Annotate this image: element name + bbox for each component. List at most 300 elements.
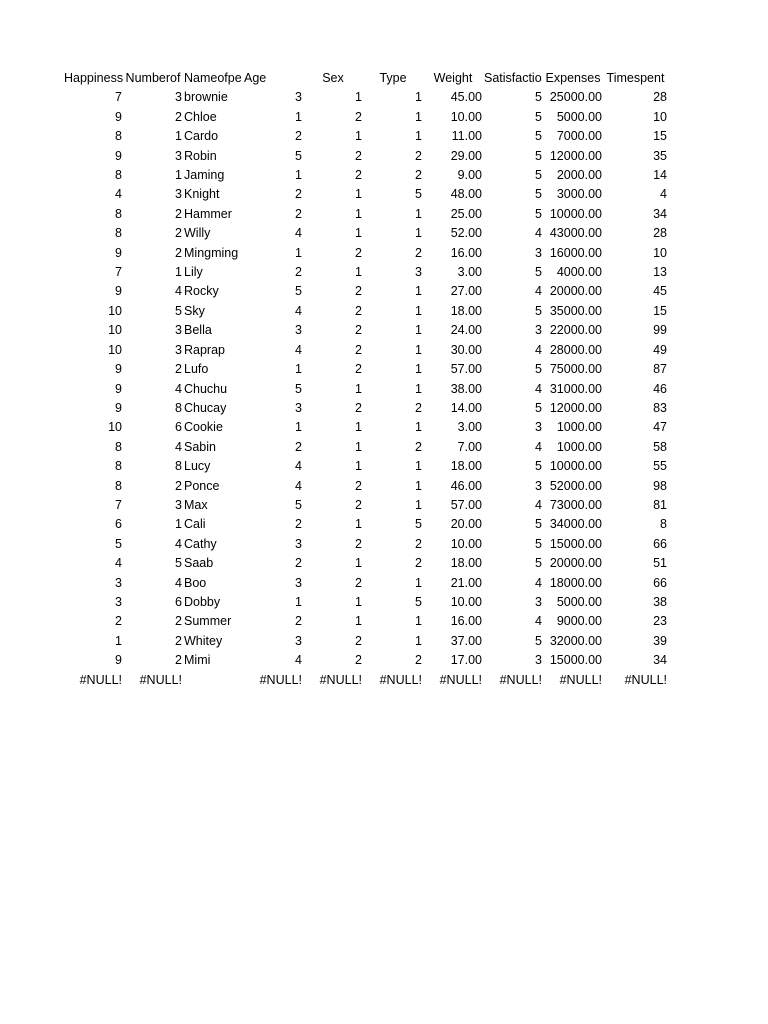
table-cell[interactable]: Jaming bbox=[184, 168, 225, 183]
table-cell[interactable]: brownie bbox=[184, 90, 228, 105]
table-cell[interactable]: 5 bbox=[535, 148, 542, 163]
table-cell[interactable]: 1 bbox=[415, 478, 422, 493]
table-cell[interactable]: 5 bbox=[535, 633, 542, 648]
table-cell[interactable]: 34000.00 bbox=[549, 517, 602, 532]
table-cell[interactable]: 8 bbox=[660, 517, 667, 532]
table-cell[interactable]: 27.00 bbox=[450, 284, 482, 299]
table-cell[interactable]: 8 bbox=[175, 400, 182, 415]
table-cell[interactable]: 2 bbox=[175, 245, 182, 260]
table-cell[interactable]: 57.00 bbox=[450, 497, 482, 512]
table-cell[interactable]: 8 bbox=[115, 206, 122, 221]
table-cell[interactable]: 10000.00 bbox=[549, 206, 602, 221]
table-cell[interactable]: 9 bbox=[115, 109, 122, 124]
table-cell[interactable]: 7000.00 bbox=[556, 129, 602, 144]
table-cell[interactable]: 5 bbox=[415, 517, 422, 532]
table-cell[interactable]: 2000.00 bbox=[556, 168, 602, 183]
table-cell[interactable]: 3 bbox=[295, 400, 302, 415]
column-header[interactable]: Happiness bbox=[64, 71, 123, 85]
table-cell[interactable]: 3 bbox=[175, 148, 182, 163]
table-cell[interactable]: 15000.00 bbox=[549, 536, 602, 551]
table-cell[interactable]: Lily bbox=[184, 265, 203, 280]
table-cell[interactable]: 1 bbox=[415, 362, 422, 377]
table-cell[interactable]: 2 bbox=[355, 497, 362, 512]
table-cell[interactable]: 83 bbox=[653, 400, 667, 415]
table-cell[interactable]: 2 bbox=[295, 556, 302, 571]
table-cell[interactable]: Willy bbox=[184, 226, 211, 241]
table-cell[interactable]: 8 bbox=[115, 168, 122, 183]
null-cell[interactable]: #NULL! bbox=[624, 672, 667, 687]
table-cell[interactable]: 12000.00 bbox=[549, 400, 602, 415]
table-cell[interactable]: 10 bbox=[108, 420, 122, 435]
null-cell[interactable]: #NULL! bbox=[379, 672, 422, 687]
table-cell[interactable]: 2 bbox=[355, 536, 362, 551]
table-cell[interactable]: 9 bbox=[115, 148, 122, 163]
table-cell[interactable]: 1 bbox=[415, 575, 422, 590]
table-cell[interactable]: 2 bbox=[355, 653, 362, 668]
column-header[interactable]: Expenses bbox=[545, 71, 601, 85]
null-cell[interactable]: #NULL! bbox=[79, 672, 122, 687]
table-cell[interactable]: 3 bbox=[415, 265, 422, 280]
table-cell[interactable]: 1 bbox=[415, 614, 422, 629]
table-cell[interactable]: 1 bbox=[415, 90, 422, 105]
table-cell[interactable]: 2 bbox=[175, 109, 182, 124]
table-cell[interactable]: Summer bbox=[184, 614, 232, 629]
table-cell[interactable]: 24.00 bbox=[450, 323, 482, 338]
table-cell[interactable]: 4 bbox=[295, 226, 302, 241]
table-cell[interactable]: 2 bbox=[175, 362, 182, 377]
table-cell[interactable]: 4 bbox=[660, 187, 667, 202]
table-cell[interactable]: 29.00 bbox=[450, 148, 482, 163]
table-cell[interactable]: 9.00 bbox=[457, 168, 482, 183]
table-cell[interactable]: 3 bbox=[535, 478, 542, 493]
table-cell[interactable]: 17.00 bbox=[450, 653, 482, 668]
null-cell[interactable]: #NULL! bbox=[259, 672, 302, 687]
table-cell[interactable]: 2 bbox=[295, 614, 302, 629]
table-cell[interactable]: 4 bbox=[535, 575, 542, 590]
table-cell[interactable]: 1 bbox=[295, 420, 302, 435]
table-cell[interactable]: 2 bbox=[295, 206, 302, 221]
table-cell[interactable]: 2 bbox=[355, 400, 362, 415]
table-cell[interactable]: 11.00 bbox=[451, 129, 482, 144]
table-cell[interactable]: 4 bbox=[295, 459, 302, 474]
table-cell[interactable]: 34 bbox=[653, 206, 667, 221]
table-cell[interactable]: 1 bbox=[415, 226, 422, 241]
table-cell[interactable]: 3 bbox=[295, 536, 302, 551]
table-cell[interactable]: Sabin bbox=[184, 439, 216, 454]
table-cell[interactable]: 8 bbox=[115, 478, 122, 493]
table-cell[interactable]: 12000.00 bbox=[549, 148, 602, 163]
table-cell[interactable]: 3 bbox=[535, 323, 542, 338]
table-cell[interactable]: 10 bbox=[108, 323, 122, 338]
table-cell[interactable]: 5 bbox=[535, 168, 542, 183]
table-cell[interactable]: 46 bbox=[653, 381, 667, 396]
table-cell[interactable]: 2 bbox=[295, 187, 302, 202]
table-cell[interactable]: 15 bbox=[653, 129, 667, 144]
table-cell[interactable]: 16.00 bbox=[450, 245, 482, 260]
table-cell[interactable]: Bella bbox=[184, 323, 212, 338]
column-header[interactable]: Satisfactio bbox=[484, 71, 542, 85]
table-cell[interactable]: 5 bbox=[535, 206, 542, 221]
table-cell[interactable]: 1 bbox=[355, 420, 362, 435]
table-cell[interactable]: 5 bbox=[535, 265, 542, 280]
table-cell[interactable]: 2 bbox=[295, 517, 302, 532]
table-cell[interactable]: 66 bbox=[653, 575, 667, 590]
table-cell[interactable]: 4 bbox=[175, 439, 182, 454]
table-cell[interactable]: 1 bbox=[175, 129, 182, 144]
table-cell[interactable]: 8 bbox=[175, 459, 182, 474]
table-cell[interactable]: 1 bbox=[355, 226, 362, 241]
table-cell[interactable]: 34 bbox=[653, 653, 667, 668]
table-cell[interactable]: Max bbox=[184, 497, 208, 512]
table-cell[interactable]: 98 bbox=[653, 478, 667, 493]
table-cell[interactable]: 8 bbox=[115, 439, 122, 454]
table-cell[interactable]: 4 bbox=[535, 284, 542, 299]
table-cell[interactable]: 2 bbox=[175, 478, 182, 493]
table-cell[interactable]: 2 bbox=[175, 614, 182, 629]
table-cell[interactable]: 25000.00 bbox=[549, 90, 602, 105]
null-cell[interactable]: #NULL! bbox=[139, 672, 182, 687]
table-cell[interactable]: 3 bbox=[175, 323, 182, 338]
table-cell[interactable]: 30.00 bbox=[450, 342, 482, 357]
column-header[interactable]: Nameofpe bbox=[184, 71, 242, 85]
table-cell[interactable]: 1 bbox=[295, 168, 302, 183]
table-cell[interactable]: 1 bbox=[415, 459, 422, 474]
table-cell[interactable]: 2 bbox=[355, 362, 362, 377]
table-cell[interactable]: 1 bbox=[295, 245, 302, 260]
table-cell[interactable]: 4 bbox=[535, 439, 542, 454]
table-cell[interactable]: 4 bbox=[295, 478, 302, 493]
table-cell[interactable]: 1 bbox=[415, 206, 422, 221]
table-cell[interactable]: 2 bbox=[415, 245, 422, 260]
table-cell[interactable]: 5 bbox=[295, 284, 302, 299]
table-cell[interactable]: 2 bbox=[415, 439, 422, 454]
table-cell[interactable]: 4 bbox=[295, 303, 302, 318]
table-cell[interactable]: 2 bbox=[355, 342, 362, 357]
table-cell[interactable]: 2 bbox=[295, 129, 302, 144]
table-cell[interactable]: 4 bbox=[175, 536, 182, 551]
table-cell[interactable]: 2 bbox=[295, 265, 302, 280]
table-cell[interactable]: 5 bbox=[115, 536, 122, 551]
table-cell[interactable]: 4 bbox=[175, 381, 182, 396]
table-cell[interactable]: 6 bbox=[115, 517, 122, 532]
table-cell[interactable]: 1 bbox=[415, 381, 422, 396]
table-cell[interactable]: 2 bbox=[355, 284, 362, 299]
table-cell[interactable]: 20000.00 bbox=[549, 284, 602, 299]
table-cell[interactable]: 14.00 bbox=[450, 400, 482, 415]
table-cell[interactable]: 3 bbox=[295, 575, 302, 590]
table-cell[interactable]: 22000.00 bbox=[549, 323, 602, 338]
table-cell[interactable]: 16.00 bbox=[450, 614, 482, 629]
table-cell[interactable]: 4 bbox=[175, 575, 182, 590]
table-cell[interactable]: 9 bbox=[115, 284, 122, 299]
table-cell[interactable]: 49 bbox=[653, 342, 667, 357]
table-cell[interactable]: 10 bbox=[653, 109, 667, 124]
table-cell[interactable]: 2 bbox=[415, 400, 422, 415]
table-cell[interactable]: 8 bbox=[115, 226, 122, 241]
table-cell[interactable]: 1 bbox=[415, 109, 422, 124]
table-cell[interactable]: 1 bbox=[355, 206, 362, 221]
table-cell[interactable]: Raprap bbox=[184, 342, 225, 357]
table-cell[interactable]: 5 bbox=[175, 303, 182, 318]
table-cell[interactable]: Chloe bbox=[184, 109, 217, 124]
table-cell[interactable]: 20.00 bbox=[450, 517, 482, 532]
table-cell[interactable]: 4 bbox=[535, 381, 542, 396]
table-cell[interactable]: 99 bbox=[653, 323, 667, 338]
table-cell[interactable]: 1000.00 bbox=[556, 420, 602, 435]
table-cell[interactable]: 5 bbox=[535, 303, 542, 318]
table-cell[interactable]: 45 bbox=[653, 284, 667, 299]
table-cell[interactable]: 2 bbox=[175, 633, 182, 648]
table-cell[interactable]: 1 bbox=[415, 129, 422, 144]
table-cell[interactable]: 35000.00 bbox=[549, 303, 602, 318]
null-cell[interactable]: #NULL! bbox=[559, 672, 602, 687]
table-cell[interactable]: 6 bbox=[175, 420, 182, 435]
table-cell[interactable]: 2 bbox=[415, 556, 422, 571]
table-cell[interactable]: 5 bbox=[415, 187, 422, 202]
table-cell[interactable]: 1 bbox=[355, 187, 362, 202]
table-cell[interactable]: 3000.00 bbox=[556, 187, 602, 202]
table-cell[interactable]: 2 bbox=[355, 323, 362, 338]
table-cell[interactable]: 18.00 bbox=[450, 459, 482, 474]
table-cell[interactable]: 15 bbox=[653, 303, 667, 318]
table-cell[interactable]: Knight bbox=[184, 187, 220, 202]
table-cell[interactable]: 9 bbox=[115, 653, 122, 668]
table-cell[interactable]: 66 bbox=[653, 536, 667, 551]
table-cell[interactable]: 2 bbox=[355, 575, 362, 590]
table-cell[interactable]: 18.00 bbox=[450, 303, 482, 318]
table-cell[interactable]: 16000.00 bbox=[549, 245, 602, 260]
table-cell[interactable]: 1 bbox=[355, 614, 362, 629]
table-cell[interactable]: 5 bbox=[535, 129, 542, 144]
table-cell[interactable]: Cali bbox=[184, 517, 206, 532]
table-cell[interactable]: Boo bbox=[184, 575, 207, 590]
table-cell[interactable]: Mimi bbox=[184, 653, 211, 668]
table-cell[interactable]: 75000.00 bbox=[549, 362, 602, 377]
null-cell[interactable]: #NULL! bbox=[319, 672, 362, 687]
null-cell[interactable]: #NULL! bbox=[439, 672, 482, 687]
table-cell[interactable]: 48.00 bbox=[450, 187, 482, 202]
table-cell[interactable]: 5 bbox=[535, 556, 542, 571]
table-cell[interactable]: 4 bbox=[175, 284, 182, 299]
table-cell[interactable]: 2 bbox=[355, 168, 362, 183]
table-cell[interactable]: 5 bbox=[535, 187, 542, 202]
table-cell[interactable]: 4000.00 bbox=[556, 265, 602, 280]
table-cell[interactable]: Sky bbox=[184, 303, 205, 318]
table-cell[interactable]: 1 bbox=[295, 594, 302, 609]
table-cell[interactable]: 1 bbox=[415, 342, 422, 357]
table-cell[interactable]: 1 bbox=[415, 303, 422, 318]
table-cell[interactable]: 2 bbox=[175, 653, 182, 668]
table-cell[interactable]: 2 bbox=[415, 148, 422, 163]
table-cell[interactable]: 13 bbox=[653, 265, 667, 280]
table-cell[interactable]: 1 bbox=[355, 459, 362, 474]
null-cell[interactable]: #NULL! bbox=[499, 672, 542, 687]
table-cell[interactable]: 5000.00 bbox=[556, 109, 602, 124]
table-cell[interactable]: 9 bbox=[115, 245, 122, 260]
table-cell[interactable]: 20000.00 bbox=[549, 556, 602, 571]
table-cell[interactable]: Chucay bbox=[184, 400, 227, 415]
table-cell[interactable]: 46.00 bbox=[450, 478, 482, 493]
table-cell[interactable]: 2 bbox=[175, 206, 182, 221]
table-cell[interactable]: 7 bbox=[115, 497, 122, 512]
table-cell[interactable]: 87 bbox=[653, 362, 667, 377]
table-cell[interactable]: 2 bbox=[355, 245, 362, 260]
table-cell[interactable]: Robin bbox=[184, 148, 217, 163]
table-cell[interactable]: 1 bbox=[175, 168, 182, 183]
table-cell[interactable]: Saab bbox=[184, 556, 214, 571]
table-cell[interactable]: 5 bbox=[535, 536, 542, 551]
table-cell[interactable]: 10 bbox=[108, 342, 122, 357]
table-cell[interactable]: 3 bbox=[175, 342, 182, 357]
table-cell[interactable]: 1 bbox=[355, 556, 362, 571]
table-cell[interactable]: 5 bbox=[175, 556, 182, 571]
table-cell[interactable]: 5 bbox=[535, 109, 542, 124]
table-cell[interactable]: 10.00 bbox=[450, 594, 482, 609]
column-header[interactable]: Age bbox=[244, 71, 267, 85]
table-cell[interactable]: 2 bbox=[355, 478, 362, 493]
table-cell[interactable]: 10.00 bbox=[450, 536, 482, 551]
table-cell[interactable]: 5000.00 bbox=[556, 594, 602, 609]
table-cell[interactable]: 37.00 bbox=[450, 633, 482, 648]
table-cell[interactable]: 7 bbox=[115, 90, 122, 105]
column-header[interactable]: Type bbox=[379, 71, 407, 85]
table-cell[interactable]: 3 bbox=[295, 633, 302, 648]
table-cell[interactable]: 1 bbox=[355, 439, 362, 454]
table-cell[interactable]: 1 bbox=[415, 497, 422, 512]
table-cell[interactable]: 5 bbox=[295, 381, 302, 396]
table-cell[interactable]: Mingming bbox=[184, 245, 239, 260]
table-cell[interactable]: 2 bbox=[415, 168, 422, 183]
table-cell[interactable]: 3 bbox=[295, 323, 302, 338]
table-cell[interactable]: 18000.00 bbox=[549, 575, 602, 590]
table-cell[interactable]: Ponce bbox=[184, 478, 220, 493]
table-cell[interactable]: 73000.00 bbox=[549, 497, 602, 512]
table-cell[interactable]: 81 bbox=[653, 497, 667, 512]
column-header[interactable]: Weight bbox=[433, 71, 473, 85]
table-cell[interactable]: 1 bbox=[355, 517, 362, 532]
table-cell[interactable]: 5 bbox=[295, 148, 302, 163]
table-cell[interactable]: 38 bbox=[653, 594, 667, 609]
table-cell[interactable]: 52000.00 bbox=[549, 478, 602, 493]
table-cell[interactable]: 9 bbox=[115, 400, 122, 415]
table-cell[interactable]: 2 bbox=[415, 536, 422, 551]
table-cell[interactable]: 55 bbox=[653, 459, 667, 474]
table-cell[interactable]: 1 bbox=[295, 109, 302, 124]
table-cell[interactable]: Cookie bbox=[184, 420, 223, 435]
table-cell[interactable]: 10000.00 bbox=[549, 459, 602, 474]
table-cell[interactable]: 1 bbox=[355, 594, 362, 609]
table-cell[interactable]: 7.00 bbox=[457, 439, 482, 454]
table-cell[interactable]: Lufo bbox=[184, 362, 209, 377]
table-cell[interactable]: 31000.00 bbox=[549, 381, 602, 396]
table-cell[interactable]: 28000.00 bbox=[549, 342, 602, 357]
table-cell[interactable]: Dobby bbox=[184, 594, 221, 609]
table-cell[interactable]: 2 bbox=[175, 226, 182, 241]
table-cell[interactable]: 1 bbox=[415, 284, 422, 299]
table-cell[interactable]: 1 bbox=[355, 90, 362, 105]
table-cell[interactable]: 4 bbox=[535, 226, 542, 241]
table-cell[interactable]: 2 bbox=[355, 148, 362, 163]
table-cell[interactable]: 5 bbox=[535, 400, 542, 415]
table-cell[interactable]: Rocky bbox=[184, 284, 219, 299]
table-cell[interactable]: Lucy bbox=[184, 459, 211, 474]
table-cell[interactable]: 2 bbox=[355, 109, 362, 124]
table-cell[interactable]: 1 bbox=[355, 129, 362, 144]
table-cell[interactable]: 2 bbox=[295, 439, 302, 454]
table-cell[interactable]: 38.00 bbox=[450, 381, 482, 396]
table-cell[interactable]: 25.00 bbox=[450, 206, 482, 221]
table-cell[interactable]: 9 bbox=[115, 381, 122, 396]
table-cell[interactable]: 52.00 bbox=[450, 226, 482, 241]
table-cell[interactable]: 4 bbox=[535, 497, 542, 512]
table-cell[interactable]: 21.00 bbox=[450, 575, 482, 590]
table-cell[interactable]: 2 bbox=[115, 614, 122, 629]
table-cell[interactable]: 18.00 bbox=[450, 556, 482, 571]
table-cell[interactable]: 3 bbox=[175, 187, 182, 202]
table-cell[interactable]: 5 bbox=[535, 517, 542, 532]
table-cell[interactable]: 5 bbox=[295, 497, 302, 512]
table-cell[interactable]: 4 bbox=[295, 653, 302, 668]
table-cell[interactable]: 8 bbox=[115, 459, 122, 474]
table-cell[interactable]: 1 bbox=[115, 633, 122, 648]
table-cell[interactable]: 1 bbox=[355, 381, 362, 396]
table-cell[interactable]: 3 bbox=[535, 594, 542, 609]
table-cell[interactable]: 5 bbox=[535, 459, 542, 474]
table-cell[interactable]: Cathy bbox=[184, 536, 217, 551]
table-cell[interactable]: 3 bbox=[295, 90, 302, 105]
table-cell[interactable]: 1 bbox=[175, 517, 182, 532]
null-cell[interactable] bbox=[183, 671, 243, 690]
table-cell[interactable]: 23 bbox=[653, 614, 667, 629]
table-cell[interactable]: 43000.00 bbox=[549, 226, 602, 241]
table-cell[interactable]: 9 bbox=[115, 362, 122, 377]
table-cell[interactable]: 5 bbox=[535, 362, 542, 377]
table-cell[interactable]: 3 bbox=[175, 90, 182, 105]
table-cell[interactable]: 47 bbox=[653, 420, 667, 435]
table-cell[interactable]: 2 bbox=[415, 653, 422, 668]
table-cell[interactable]: 8 bbox=[115, 129, 122, 144]
table-cell[interactable]: 3 bbox=[175, 497, 182, 512]
table-cell[interactable]: 28 bbox=[653, 226, 667, 241]
table-cell[interactable]: 45.00 bbox=[450, 90, 482, 105]
table-cell[interactable]: 1 bbox=[175, 265, 182, 280]
column-header[interactable]: Sex bbox=[322, 71, 344, 85]
table-cell[interactable]: Cardo bbox=[184, 129, 219, 144]
table-cell[interactable]: 7 bbox=[115, 265, 122, 280]
table-cell[interactable]: 3.00 bbox=[457, 420, 482, 435]
table-cell[interactable]: 51 bbox=[653, 556, 667, 571]
table-cell[interactable]: 15000.00 bbox=[549, 653, 602, 668]
table-cell[interactable]: 39 bbox=[653, 633, 667, 648]
table-cell[interactable]: 4 bbox=[115, 187, 122, 202]
table-cell[interactable]: Whitey bbox=[184, 633, 223, 648]
column-header[interactable]: Numberof bbox=[125, 71, 181, 85]
table-cell[interactable]: 10.00 bbox=[450, 109, 482, 124]
table-cell[interactable]: 1000.00 bbox=[556, 439, 602, 454]
table-cell[interactable]: 1 bbox=[415, 633, 422, 648]
table-cell[interactable]: 2 bbox=[355, 633, 362, 648]
column-header[interactable]: Timespent bbox=[606, 71, 665, 85]
table-cell[interactable]: 28 bbox=[653, 90, 667, 105]
table-cell[interactable]: Chuchu bbox=[184, 381, 228, 396]
table-cell[interactable]: 32000.00 bbox=[549, 633, 602, 648]
table-cell[interactable]: 3 bbox=[115, 594, 122, 609]
table-cell[interactable]: 9000.00 bbox=[556, 614, 602, 629]
table-cell[interactable]: Hammer bbox=[184, 206, 232, 221]
table-cell[interactable]: 1 bbox=[415, 323, 422, 338]
table-cell[interactable]: 14 bbox=[653, 168, 667, 183]
table-cell[interactable]: 4 bbox=[115, 556, 122, 571]
